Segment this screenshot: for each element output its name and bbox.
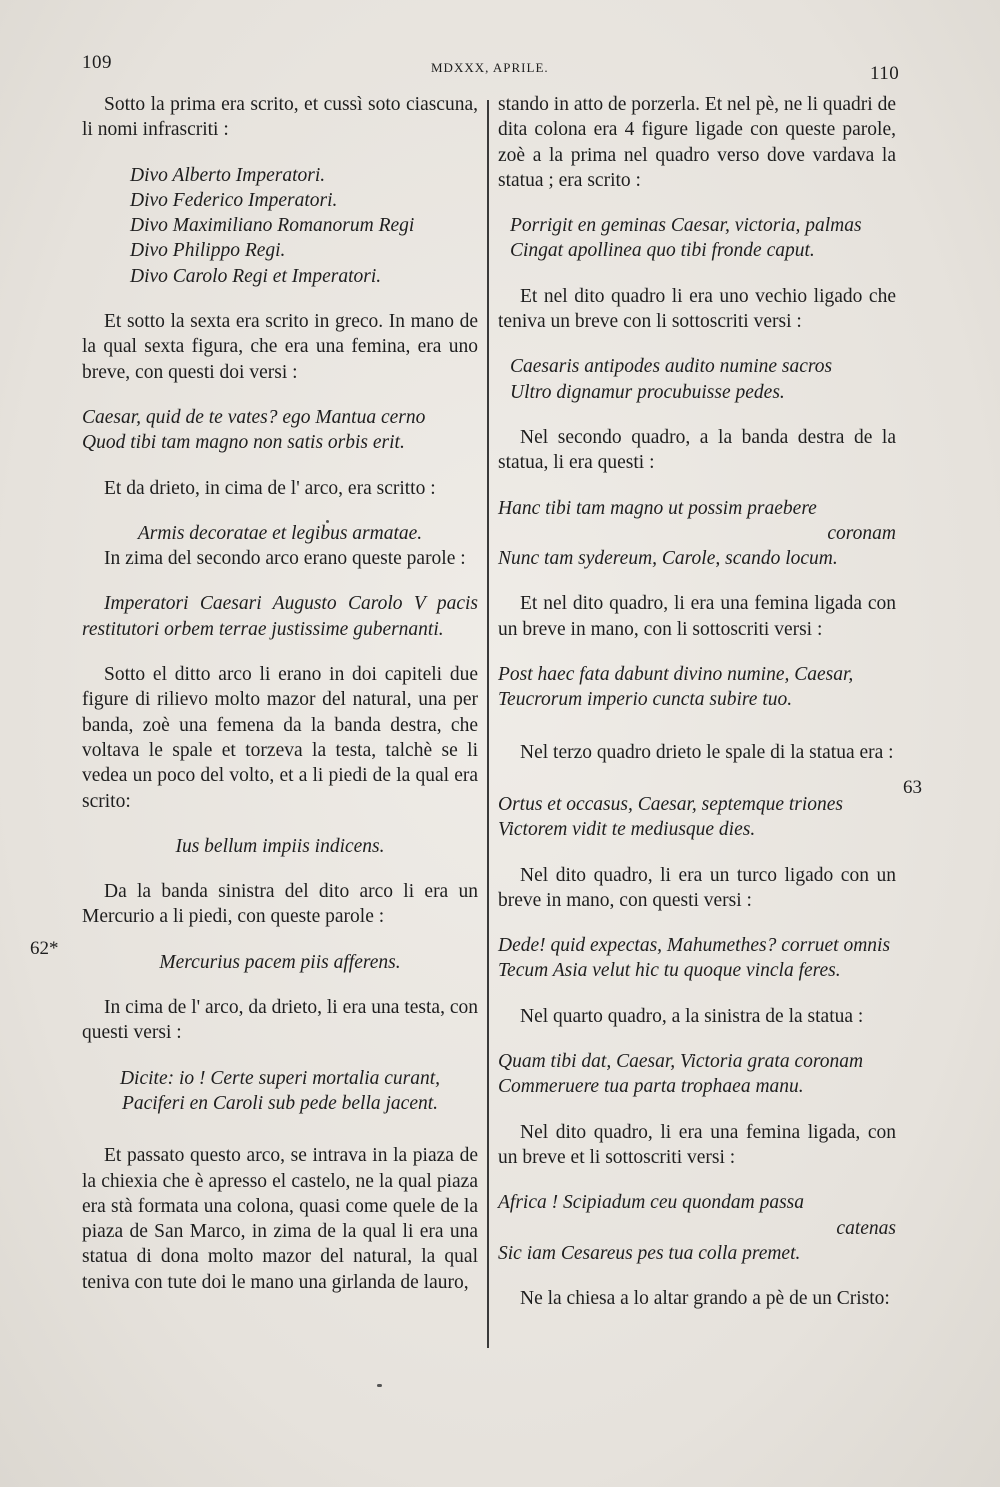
margin-note-left: 62* <box>30 938 59 959</box>
verse-line: Victorem vidit te mediusque dies. <box>498 819 756 841</box>
verse-block <box>498 496 896 572</box>
page-number-right: 110 <box>870 63 900 84</box>
paragraph: Da la banda sinistra del dito arco li era un Mercurio a li piedi, con queste parole : <box>82 881 478 928</box>
column-divider <box>487 100 489 1348</box>
verse-line: Africa ! Scipiadum ceu quondam passa <box>498 1192 805 1214</box>
verse-line: Armis decoratae et legibus armatae. <box>137 522 423 544</box>
paragraph: Nel secondo quadro, a la banda destra de la statua, li era questi : <box>498 426 896 474</box>
paragraph: Sotto la prima era scrito, et cussì soto ciascuna, li nomi infrascriti : <box>82 94 478 141</box>
paragraph: Ne la chiesa a lo altar grando a pè de un Cristo: <box>520 1288 890 1310</box>
verse-line: Teucrorum imperio cuncta subire tuo. <box>498 689 793 711</box>
page-number-left: 109 <box>82 52 112 73</box>
verse-block <box>82 405 478 456</box>
margin-note-right: 63 <box>903 777 922 798</box>
verse-line: Divo Philippo Regi. <box>130 240 286 262</box>
verse-line: Caesar, quid de te vates? ego Mantua cerno <box>82 406 426 428</box>
verse-line: Imperatori Caesari Augusto Carolo V pacis restitutori orbem terrae justissime gubernanti. <box>82 593 478 640</box>
verse-line: Dede! quid expectas, Mahumethes? corruet omnis <box>498 935 891 957</box>
verse-line: Ortus et occasus, Caesar, septemque triones <box>498 793 844 815</box>
paragraph: Nel dito quadro, li era un turco ligado con un breve in mano, con questi versi : <box>498 864 896 911</box>
verse-line: Ultro dignamur procubuisse pedes. <box>510 381 785 403</box>
verse-line: Hanc tibi tam magno ut possim praebere <box>498 497 817 519</box>
verse-line: Quod tibi tam magno non satis orbis erit. <box>82 432 405 454</box>
verse-block <box>82 163 478 289</box>
verse-line: coronam <box>827 522 896 544</box>
paragraph: In zima del secondo arco erano queste parole : <box>104 548 466 570</box>
paragraph: stando in atto de porzerla. Et nel pè, ne li quadri de dita colona era 4 figure ligade con queste parole, zoè a la prima nel quadro verso dove vardava la statua ; era scrito : <box>498 94 896 191</box>
verse-line: Tecum Asia velut hic tu quoque vincla feres. <box>498 960 841 982</box>
paragraph: Nel quarto quadro, a la sinistra de la statua : <box>520 1005 864 1027</box>
verse-block <box>498 354 896 405</box>
verse-line: Divo Maximiliano Romanorum Regi <box>130 215 415 237</box>
print-mark <box>326 520 329 523</box>
verse-line: Cingat apollinea quo tibi fronde caput. <box>510 240 815 262</box>
verse-line: Ius bellum impiis indicens. <box>175 835 385 857</box>
running-title: MDXXX, APRILE. <box>431 60 549 75</box>
verse-block <box>498 1049 896 1100</box>
verse-line: Divo Alberto Imperatori. <box>130 164 326 186</box>
paragraph: Nel dito quadro, li era una femina ligada, con un breve et li sottoscriti versi : <box>498 1121 896 1168</box>
paragraph: Et nel dito quadro li era uno vechio ligado che teniva un breve con li sottoscriti versi : <box>498 285 896 333</box>
paragraph: Nel terzo quadro drieto le spale di la statua era : <box>520 741 894 763</box>
paragraph: Et nel dito quadro, li era una femina ligada con un breve in mano, con li sottoscriti versi : <box>498 593 896 640</box>
verse-line: Sic iam Cesareus pes tua colla premet. <box>498 1242 801 1264</box>
verse-block <box>498 933 896 984</box>
verse-line: Mercurius pacem piis afferens. <box>159 951 401 973</box>
print-mark <box>377 1384 382 1387</box>
paragraph: In cima de l' arco, da drieto, li era una testa, con questi versi : <box>82 997 478 1044</box>
verse-block <box>498 662 896 713</box>
left-column <box>82 92 478 1295</box>
verse-line: catenas <box>836 1217 896 1239</box>
verse-block <box>498 1190 896 1266</box>
verse-block <box>498 213 896 264</box>
verse-line: Divo Carolo Regi et Imperatori. <box>130 265 382 287</box>
verse-block <box>498 792 896 843</box>
paragraph: Et sotto la sexta era scrito in greco. In mano de la qual sexta figura, che era una femina, era uno breve, con questi doi versi : <box>82 311 478 383</box>
right-column <box>498 92 896 1311</box>
verse-block <box>82 1066 478 1117</box>
verse-line: Nunc tam sydereum, Carole, scando locum. <box>498 548 838 570</box>
verse-line: Porrigit en geminas Caesar, victoria, palmas <box>510 215 862 237</box>
verse-line: Post haec fata dabunt divino numine, Caesar, <box>498 664 854 686</box>
verse-line: Dicite: io ! Certe superi mortalia curant, <box>119 1067 441 1089</box>
verse-line: Quam tibi dat, Caesar, Victoria grata coronam <box>498 1051 864 1073</box>
verse-line: Divo Federico Imperatori. <box>130 189 338 211</box>
paragraph: Et da drieto, in cima de l' arco, era scritto : <box>104 477 436 499</box>
verse-line: Commeruere tua parta trophaea manu. <box>498 1076 804 1098</box>
verse-line: Caesaris antipodes audito numine sacros <box>510 356 833 378</box>
paragraph: Et passato questo arco, se intrava in la piaza de la chiexia che è apresso el castelo, ne la qual piaza era stà formata una colona, quasi come quele de la piaza de San Marco, in zima de la qual li era una statua di dona molto mazor del natural, la qual teniva con tute doi le mano una girlanda de lauro, <box>82 1145 478 1293</box>
verse-line: Paciferi en Caroli sub pede bella jacent. <box>121 1092 439 1114</box>
paragraph: Sotto el ditto arco li erano in doi capiteli due figure di rilievo molto mazor del natural, una per banda, zoè una femena da la banda destra, che voltava le spale et torzeva la testa, talchè se li vedea un poco del volto, et a li piedi de la qual era scrito: <box>82 664 478 812</box>
